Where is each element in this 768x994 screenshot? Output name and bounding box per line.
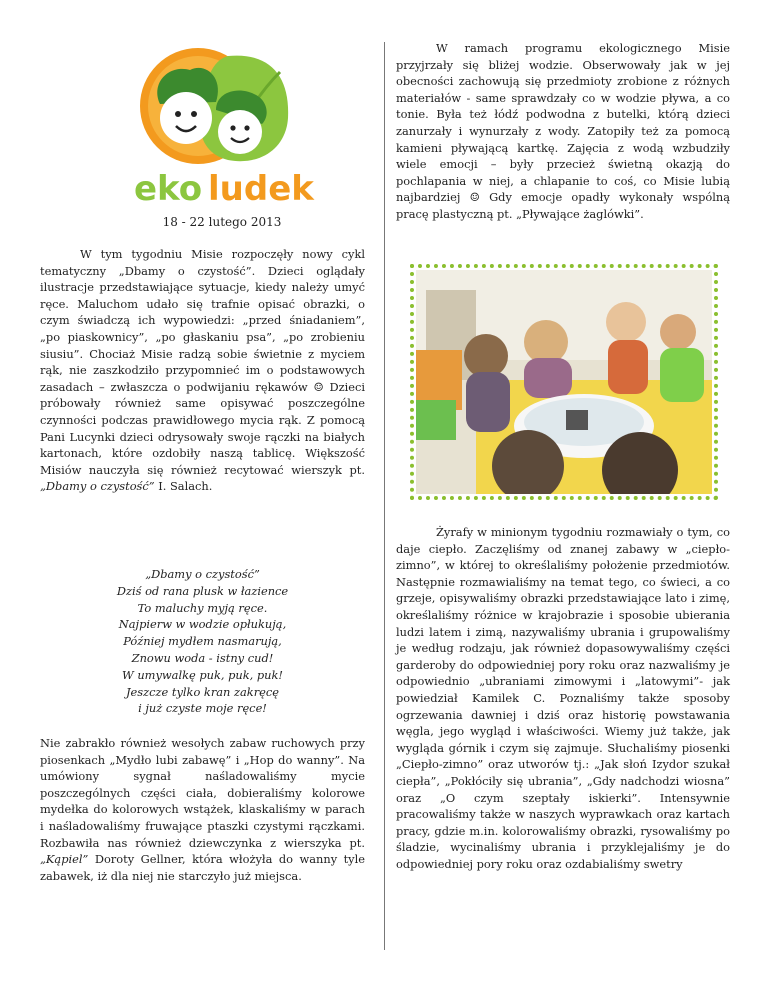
- poem-line: „Dbamy o czystość”: [145, 567, 260, 581]
- paragraph-misie-intro: W tym tygodniu Misie rozpoczęły nowy cykl tematyczny „Dbamy o czystość”. Dzieci oglądały ilustracje przedstawiające sytuacje, kiedy należy umyć ręce. Maluchom udało się trafnie opisać obrazki, o czym świadczą ich wypowiedzi: „przed śniadaniem”, „po piaskownicy”, „po głaskaniu psa”, „po zrobieniu siusiu”. Chociaż Misie radzą sobie świetnie z myciem rąk, nie zaszkodziło przypomnieć im o podstawowych zasadach – zwłaszcza o podwijaniu rękawów ☺ Dzieci próbowały również same opisywać poszczególne czynności podczas prawidłowego mycia rąk. Z pomocą Pani Lucynki dzieci odrysowały swoje rączki na białych kartonach, które ozdobiły naszą tablicę. Większość Misiów nauczyła się również recytować wierszyk pt. „Dbamy o czystość” I. Salach.: [40, 247, 365, 494]
- poem-line: W umywalkę puk, puk, puk!: [122, 667, 283, 682]
- logo-text-ludek: ludek: [208, 169, 314, 209]
- date-heading: 18 - 22 lutego 2013: [162, 215, 282, 229]
- poem-title-ref: „Dbamy o czystość”: [40, 479, 155, 494]
- column-divider: [384, 42, 385, 950]
- poem-line: To maluchy myją ręce.: [137, 600, 268, 615]
- photo-frame: [410, 264, 718, 500]
- paragraph-zyrafy: Żyrafy w minionym tygodniu rozmawiały o tym, co daje ciepło. Zaczęliśmy od znanej zabawy w „ciepło-zimno”, w której to określaliśmy położenie przedmiotów. Następnie rozmawialiśmy na temat tego, co świeci, a co grzeje, opisywaliśmy obrazki przedstawiające lato i zimę, określaliśmy różnice w krajobrazie i sposobie ubierania ludzi latem i zimą, nazywaliśmy ubrania i grupowaliśmy je według rodzaju, jak również dopasowywaliśmy części garderoby do odpowiedniej pory roku oraz nazwaliśmy je odpowiednio „ubraniami zimowymi i „latowymi”- jak powiedział Kamilek C. Poznaliśmy także sposoby ogrzewania dawniej i dziś oraz historię powstawania węgla, jego wygląd i właściwości. Wiemy już także, jak wygląda górnik i czym się zajmuje. Słuchaliśmy piosenki „Ciepło-zimno” oraz utworów tj.: „Jak słoń Izydor szukał ciepła”, „Pokłóciły się ubrania”, „Gdy nadchodzi wiosna” oraz „O czym szeptały iskierki”. Intensywnie pracowaliśmy także w naszych wyprawkach oraz kartach pracy, gdzie m.in. kolorowaliśmy obrazki, rysowaliśmy po śladzie, wycinaliśmy ubrania i przyklejaliśmy je do odpowiedniej pory roku oraz ozdabialiśmy swetry: [396, 525, 730, 871]
- poem-line: Najpierw w wodzie opłukują,: [118, 617, 287, 632]
- paragraph-games: Nie zabrakło również wesołych zabaw ruchowych przy piosenkach „Mydło lubi zabawę” i „Hop do wanny”. Na umówiony sygnał naśladowaliśmy mycie poszczególnych części ciała, dobieraliśmy kolorowe mydełka do kolorowych wstążek, klaskaliśmy w parach i naśladowaliśmy fruwające ptaszki czystymi rączkami. Rozbawiła nas również dziewczynka z wierszyka pt. „Kąpiel” Doroty Gellner, która włożyła do wanny tyle zabawek, iż dla niej nie starczyło już miejsca.: [40, 736, 365, 883]
- poem-line: Jeszcze tylko kran zakręcę: [125, 684, 280, 699]
- logo-graphic: [120, 42, 334, 210]
- logo-text-eko: eko: [134, 169, 203, 209]
- poem-line: Później mydłem nasmarują,: [123, 634, 282, 649]
- ekoludek-logo: [120, 42, 334, 210]
- poem-line: Dziś od rana plusk w łazience: [116, 583, 289, 598]
- poem: [40, 566, 365, 717]
- paragraph-water-program: W ramach programu ekologicznego Misie przyjrzały się bliżej wodzie. Obserwowały jak w jej obecności zachowują się przedmioty zrobione z różnych materiałów - same sprawdzały co w wodzie pływa, a co tonie. Była też łódź podwodna z butelki, którą dzieci zanurzały i wynurzały z wody. Zatopiły też za pomocą kamieni pływającą kartkę. Zajęcia z wodą wzbudziły wiele emocji – były przecież świetną okazją do pochlapania w niej, a chlapanie to coś, co Misie lubią najbardziej ☺ Gdy emocje opadły wykonały wspólną pracę plastyczną pt. „Pływające żaglówki”.: [396, 41, 730, 221]
- poem-line: i już czyste moje ręce!: [138, 701, 267, 716]
- kapiel-title-ref: „Kąpiel”: [40, 852, 89, 867]
- children-water-photo: [416, 270, 712, 494]
- poem-line: Znowu woda - istny cud!: [131, 650, 274, 665]
